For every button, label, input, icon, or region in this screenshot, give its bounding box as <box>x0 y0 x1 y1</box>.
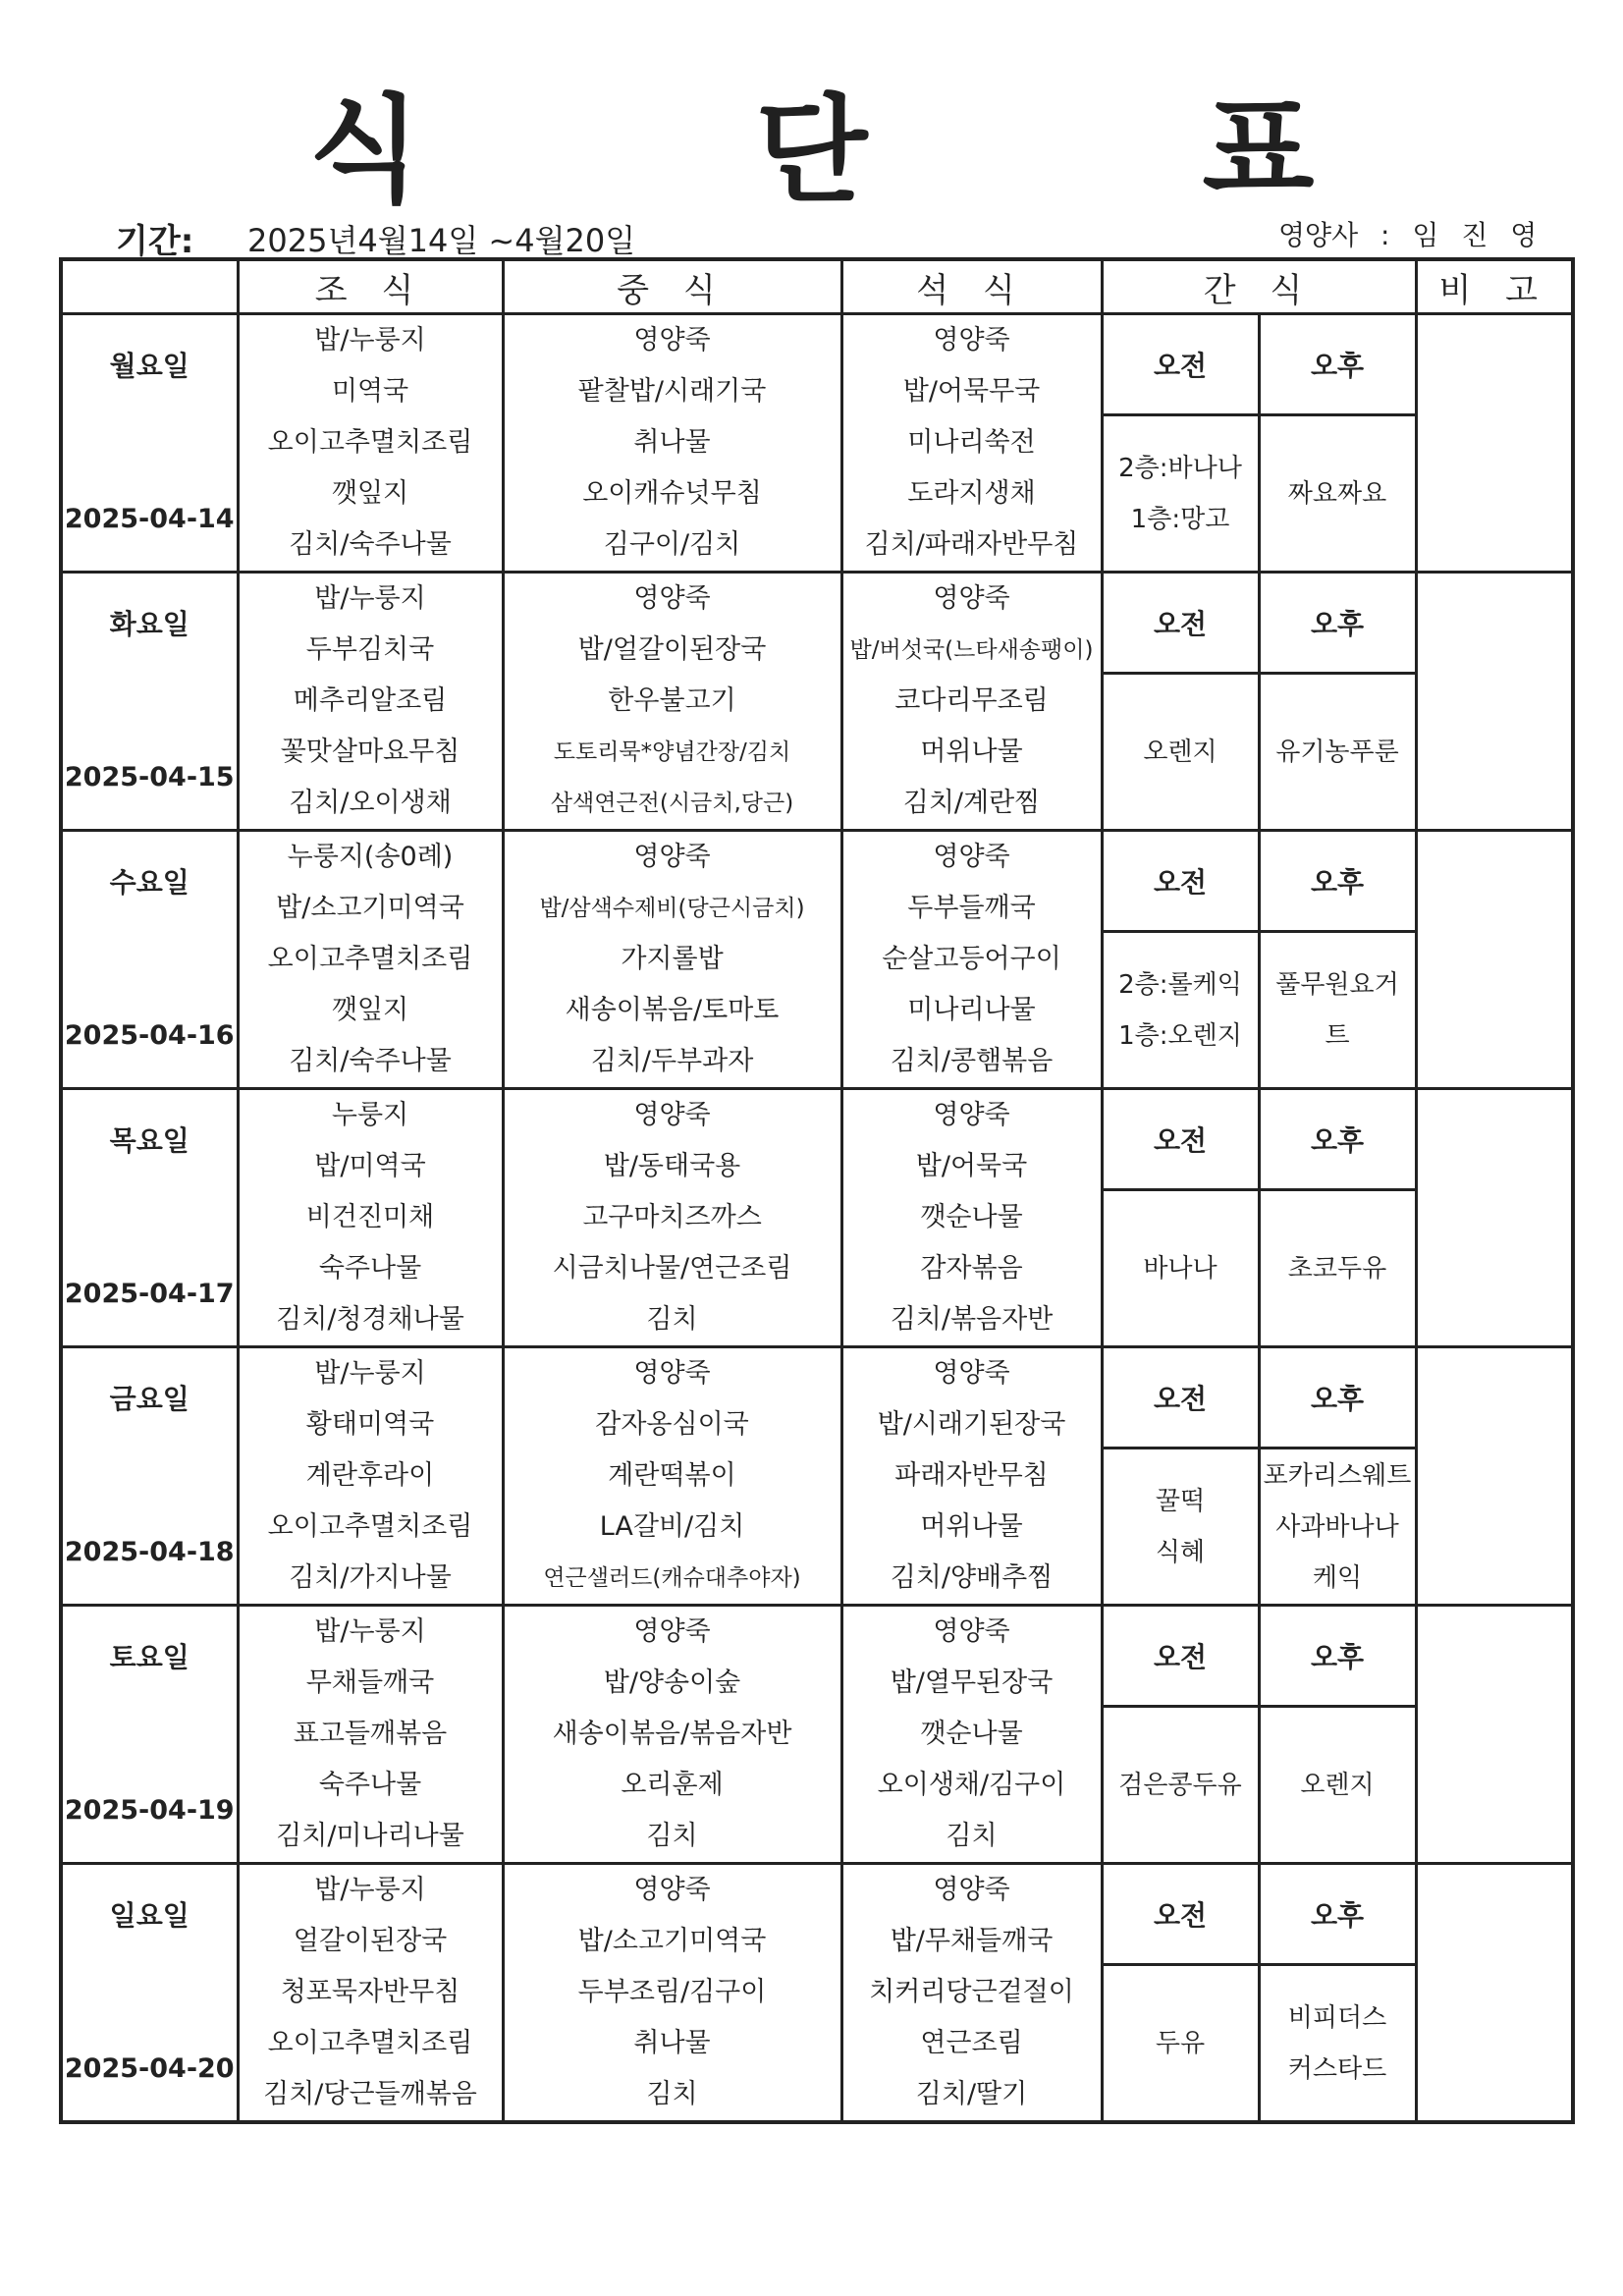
breakfast-item: 숙주나물 <box>318 1253 422 1284</box>
lunch-item: 도토리묵*양념간장/김치 <box>553 739 791 765</box>
snack-am-label: 오전 <box>1102 573 1259 674</box>
period-label: 기간: <box>116 222 194 261</box>
lunch-item: 연근샐러드(캐슈대추야자) <box>543 1565 801 1591</box>
breakfast-item: 황태미역국 <box>305 1409 435 1440</box>
breakfast-item: 김치/당근들깨볶음 <box>263 2079 477 2109</box>
snack-am-item: 오렌지 <box>1143 737 1217 767</box>
lunch-item: 영양죽 <box>633 1100 711 1130</box>
day-row <box>61 831 1573 932</box>
lunch-item: 영양죽 <box>633 1875 711 1905</box>
breakfast-item: 김치/청경채나물 <box>276 1304 464 1335</box>
dinner-item: 영양죽 <box>933 1875 1010 1905</box>
period-value: 2025년4월14일 ~4월20일 <box>247 222 636 259</box>
dinner-item: 미나리나물 <box>907 995 1036 1025</box>
breakfast-item: 메추리알조림 <box>293 685 448 716</box>
breakfast-item: 밥/누룽지 <box>314 1358 426 1389</box>
snack-am-item: 검은콩두유 <box>1118 1770 1242 1800</box>
header-dinner: 석 식 <box>841 259 1102 314</box>
snack-pm-cell <box>1259 1449 1416 1606</box>
note-cell <box>1416 1606 1573 1864</box>
breakfast-item: 밥/누룽지 <box>314 1875 426 1905</box>
breakfast-item: 두부김치국 <box>305 634 435 665</box>
day-cell <box>61 314 238 573</box>
day-row <box>61 1606 1573 1707</box>
day-row <box>61 1089 1573 1190</box>
page-title: 식 단 표 <box>308 82 1462 218</box>
breakfast-item: 밥/누룽지 <box>314 1616 426 1647</box>
lunch-item: 고구마치즈까스 <box>582 1202 762 1232</box>
lunch-cell <box>503 1864 841 2123</box>
lunch-cell <box>503 314 841 573</box>
lunch-item: 김치 <box>646 1821 698 1851</box>
dinner-item: 깻순나물 <box>920 1719 1023 1749</box>
day-name: 월요일 <box>109 350 189 382</box>
snack-pm-label: 오후 <box>1259 831 1416 932</box>
snack-pm-cell <box>1259 1965 1416 2123</box>
breakfast-cell <box>238 1089 503 1347</box>
snack-pm-item: 초코두유 <box>1287 1253 1387 1284</box>
snack-pm-cell <box>1259 415 1416 573</box>
dinner-item: 두부들깨국 <box>907 893 1036 923</box>
snack-am-label: 오전 <box>1102 1864 1259 1965</box>
lunch-item: 김치 <box>646 1304 698 1335</box>
day-date: 2025-04-20 <box>64 2053 235 2084</box>
snack-pm-item: 풀무원요거 <box>1275 969 1399 1000</box>
breakfast-item: 김치/미나리나물 <box>276 1821 464 1851</box>
dinner-cell <box>841 314 1102 573</box>
dinner-item: 김치/볶음자반 <box>890 1304 1054 1335</box>
dinner-item: 감자볶음 <box>920 1253 1023 1284</box>
dinner-item: 김치/콩햄볶음 <box>890 1046 1054 1076</box>
lunch-item: 영양죽 <box>633 583 711 614</box>
day-row <box>61 1864 1573 1965</box>
lunch-item: LA갈비/김치 <box>599 1511 745 1542</box>
breakfast-item: 오이고추멸치조림 <box>267 944 473 974</box>
snack-am-label: 오전 <box>1102 1089 1259 1190</box>
breakfast-item: 밥/소고기미역국 <box>276 893 464 923</box>
snack-am-cell <box>1102 1190 1259 1347</box>
breakfast-cell <box>238 1606 503 1864</box>
breakfast-item: 김치/숙주나물 <box>289 529 452 560</box>
snack-pm-cell <box>1259 1190 1416 1347</box>
dietitian-label: 영양사 : <box>1278 219 1390 251</box>
dinner-item: 연근조림 <box>920 2028 1023 2058</box>
dinner-cell <box>841 1347 1102 1606</box>
breakfast-item: 미역국 <box>331 376 409 407</box>
dinner-item: 밥/무채들깨국 <box>890 1926 1054 1956</box>
header-lunch: 중 식 <box>503 259 841 314</box>
snack-pm-cell <box>1259 674 1416 831</box>
lunch-cell <box>503 573 841 831</box>
dinner-item: 밥/어묵국 <box>915 1151 1028 1181</box>
day-gap <box>63 1709 237 1760</box>
lunch-item: 한우불고기 <box>608 685 736 716</box>
lunch-item: 영양죽 <box>633 1616 711 1647</box>
snack-am-label: 오전 <box>1102 831 1259 932</box>
breakfast-item: 김치/오이생채 <box>289 788 452 818</box>
lunch-item: 시금치나물/연근조림 <box>552 1253 792 1284</box>
dinner-item: 영양죽 <box>933 1616 1010 1647</box>
lunch-item: 두부조림/김구이 <box>577 1977 767 2007</box>
dinner-item: 머위나물 <box>920 1511 1023 1542</box>
breakfast-cell <box>238 1347 503 1606</box>
day-gap <box>63 676 237 727</box>
snack-pm-item: 케익 <box>1312 1562 1363 1593</box>
day-gap <box>63 1192 237 1243</box>
lunch-item: 취나물 <box>633 2028 711 2058</box>
day-date: 2025-04-18 <box>64 1537 235 1567</box>
dinner-item: 김치/딸기 <box>915 2079 1028 2109</box>
header-row <box>61 259 1573 314</box>
lunch-item: 밥/삼색수제비(당근시금치) <box>539 896 805 921</box>
note-cell <box>1416 831 1573 1089</box>
dinner-item: 순살고등어구이 <box>882 944 1061 974</box>
header-breakfast: 조 식 <box>238 259 503 314</box>
lunch-item: 가지롤밥 <box>621 944 724 974</box>
snack-pm-label: 오후 <box>1259 1864 1416 1965</box>
breakfast-item: 오이고추멸치조림 <box>267 1511 473 1542</box>
note-cell <box>1416 1864 1573 2123</box>
breakfast-cell <box>238 1864 503 2123</box>
breakfast-cell <box>238 314 503 573</box>
note-cell <box>1416 1347 1573 1606</box>
snack-am-label: 오전 <box>1102 314 1259 415</box>
lunch-item: 밥/동태국용 <box>603 1151 741 1181</box>
dinner-item: 영양죽 <box>933 842 1010 872</box>
breakfast-item: 밥/누룽지 <box>314 583 426 614</box>
dinner-item: 도라지생채 <box>907 478 1036 509</box>
dinner-item: 오이생채/김구이 <box>877 1770 1066 1800</box>
snack-am-item: 1층:오렌지 <box>1118 1020 1242 1051</box>
lunch-item: 김구이/김치 <box>603 529 741 560</box>
snack-am-label: 오전 <box>1102 1606 1259 1707</box>
lunch-item: 새송이볶음/토마토 <box>565 995 780 1025</box>
menu-table <box>59 257 1575 2124</box>
dinner-item: 밥/시래기된장국 <box>877 1409 1066 1440</box>
lunch-item: 밥/소고기미역국 <box>577 1926 767 1956</box>
snack-am-label: 오전 <box>1102 1347 1259 1449</box>
dinner-item: 밥/열무된장국 <box>890 1667 1054 1698</box>
dinner-item: 영양죽 <box>933 325 1010 355</box>
note-cell <box>1416 1089 1573 1347</box>
lunch-item: 김치/두부과자 <box>590 1046 754 1076</box>
dietitian <box>1278 214 1537 253</box>
breakfast-item: 밥/미역국 <box>314 1151 426 1181</box>
dinner-item: 김치/양배추찜 <box>890 1562 1054 1593</box>
day-name: 화요일 <box>109 608 189 640</box>
breakfast-item: 얼갈이된장국 <box>293 1926 448 1956</box>
day-date: 2025-04-19 <box>64 1795 235 1826</box>
lunch-item: 오리훈제 <box>621 1770 724 1800</box>
snack-am-cell <box>1102 1449 1259 1606</box>
snack-am-item: 두유 <box>1155 2028 1206 2058</box>
day-name: 수요일 <box>109 866 189 899</box>
snack-pm-label: 오후 <box>1259 573 1416 674</box>
lunch-item: 오이캐슈넛무침 <box>582 478 762 509</box>
day-date: 2025-04-14 <box>64 504 235 534</box>
day-cell <box>61 1606 238 1864</box>
day-gap <box>63 934 237 985</box>
dinner-item: 파래자반무침 <box>894 1460 1049 1491</box>
header-day <box>61 259 238 314</box>
breakfast-item: 김치/숙주나물 <box>289 1046 452 1076</box>
snack-pm-cell <box>1259 1707 1416 1864</box>
snack-am-cell <box>1102 415 1259 573</box>
snack-pm-item: 오렌지 <box>1300 1770 1375 1800</box>
breakfast-cell <box>238 831 503 1089</box>
dinner-cell <box>841 1606 1102 1864</box>
snack-am-cell <box>1102 1965 1259 2123</box>
lunch-item: 영양죽 <box>633 325 711 355</box>
dinner-item: 머위나물 <box>920 737 1023 767</box>
snack-pm-item: 유기농푸룬 <box>1275 737 1399 767</box>
breakfast-item: 깻잎지 <box>331 478 409 509</box>
snack-am-item: 2층:롤케익 <box>1118 969 1242 1000</box>
snack-am-item: 식혜 <box>1155 1537 1206 1567</box>
dinner-item: 김치 <box>946 1821 998 1851</box>
dinner-item: 영양죽 <box>933 1358 1010 1389</box>
dinner-item: 미나리쑥전 <box>907 427 1036 458</box>
lunch-item: 영양죽 <box>633 842 711 872</box>
dinner-item: 밥/어묵무국 <box>902 376 1041 407</box>
day-cell <box>61 1089 238 1347</box>
breakfast-item: 밥/누룽지 <box>314 325 426 355</box>
dinner-item: 김치/계란찜 <box>902 788 1041 818</box>
lunch-item: 김치 <box>646 2079 698 2109</box>
lunch-item: 계란떡볶이 <box>608 1460 736 1491</box>
snack-am-item: 2층:바나나 <box>1118 453 1242 483</box>
breakfast-item: 누룽지 <box>331 1100 409 1130</box>
dinner-item: 김치/파래자반무침 <box>864 529 1079 560</box>
menu-body <box>61 314 1573 2123</box>
breakfast-cell <box>238 573 503 831</box>
snack-am-item: 1층:망고 <box>1130 504 1230 534</box>
snack-am-item: 바나나 <box>1143 1253 1217 1284</box>
dinner-cell <box>841 573 1102 831</box>
breakfast-item: 누룽지(송0례) <box>287 842 454 872</box>
day-date: 2025-04-16 <box>64 1020 235 1051</box>
lunch-item: 영양죽 <box>633 1358 711 1389</box>
lunch-item: 밥/양송이숲 <box>603 1667 741 1698</box>
snack-pm-item: 비피더스 <box>1287 2002 1387 2033</box>
breakfast-item: 표고들깨볶음 <box>293 1719 448 1749</box>
lunch-item: 밥/얼갈이된장국 <box>577 634 767 665</box>
breakfast-item: 계란후라이 <box>305 1460 435 1491</box>
day-gap <box>63 417 237 468</box>
day-gap <box>63 1450 237 1502</box>
dinner-cell <box>841 831 1102 1089</box>
dinner-item: 밥/버섯국(느타새송팽이) <box>849 637 1094 663</box>
lunch-cell <box>503 1606 841 1864</box>
snack-am-item: 꿀떡 <box>1155 1486 1206 1516</box>
snack-pm-label: 오후 <box>1259 1347 1416 1449</box>
dinner-cell <box>841 1864 1102 2123</box>
snack-pm-item: 트 <box>1325 1020 1350 1051</box>
dinner-item: 코다리무조림 <box>894 685 1049 716</box>
note-cell <box>1416 314 1573 573</box>
dinner-cell <box>841 1089 1102 1347</box>
breakfast-item: 청포묵자반무침 <box>280 1977 460 2007</box>
day-row <box>61 1347 1573 1449</box>
dietitian-name: 임 진 영 <box>1412 219 1538 251</box>
breakfast-item: 오이고추멸치조림 <box>267 2028 473 2058</box>
day-gap <box>63 1967 237 2018</box>
note-cell <box>1416 573 1573 831</box>
day-name: 금요일 <box>109 1383 189 1415</box>
lunch-cell <box>503 831 841 1089</box>
snack-pm-label: 오후 <box>1259 1606 1416 1707</box>
header-snack: 간 식 <box>1102 259 1416 314</box>
day-cell <box>61 831 238 1089</box>
snack-am-cell <box>1102 1707 1259 1864</box>
lunch-item: 취나물 <box>633 427 711 458</box>
snack-pm-item: 커스타드 <box>1287 2053 1387 2084</box>
day-cell <box>61 1347 238 1606</box>
breakfast-item: 김치/가지나물 <box>289 1562 452 1593</box>
day-name: 토요일 <box>109 1641 189 1673</box>
header-note: 비 고 <box>1416 259 1573 314</box>
snack-pm-label: 오후 <box>1259 314 1416 415</box>
lunch-item: 감자옹심이국 <box>595 1409 749 1440</box>
snack-pm-item: 사과바나나 <box>1275 1511 1399 1542</box>
day-name: 일요일 <box>109 1899 189 1932</box>
day-cell <box>61 573 238 831</box>
lunch-cell <box>503 1347 841 1606</box>
day-row <box>61 314 1573 415</box>
lunch-item: 팥찰밥/시래기국 <box>577 376 767 407</box>
snack-am-cell <box>1102 932 1259 1089</box>
day-date: 2025-04-17 <box>64 1279 235 1309</box>
day-row <box>61 573 1573 674</box>
day-name: 목요일 <box>109 1124 189 1157</box>
lunch-cell <box>503 1089 841 1347</box>
snack-am-cell <box>1102 674 1259 831</box>
snack-pm-label: 오후 <box>1259 1089 1416 1190</box>
dinner-item: 영양죽 <box>933 583 1010 614</box>
breakfast-item: 오이고추멸치조림 <box>267 427 473 458</box>
day-cell <box>61 1864 238 2123</box>
dinner-item: 깻순나물 <box>920 1202 1023 1232</box>
snack-pm-item: 포카리스웨트 <box>1263 1460 1412 1491</box>
snack-pm-item: 짜요짜요 <box>1287 478 1387 509</box>
dinner-item: 치커리당근겉절이 <box>869 1977 1074 2007</box>
day-date: 2025-04-15 <box>64 762 235 793</box>
breakfast-item: 비건진미채 <box>305 1202 435 1232</box>
breakfast-item: 꽃맛살마요무침 <box>280 737 460 767</box>
snack-pm-cell <box>1259 932 1416 1089</box>
lunch-item: 삼색연근전(시금치,당근) <box>550 791 794 816</box>
breakfast-item: 숙주나물 <box>318 1770 422 1800</box>
lunch-item: 새송이볶음/볶음자반 <box>552 1719 792 1749</box>
breakfast-item: 무채들깨국 <box>305 1667 435 1698</box>
dinner-item: 영양죽 <box>933 1100 1010 1130</box>
breakfast-item: 깻잎지 <box>331 995 409 1025</box>
